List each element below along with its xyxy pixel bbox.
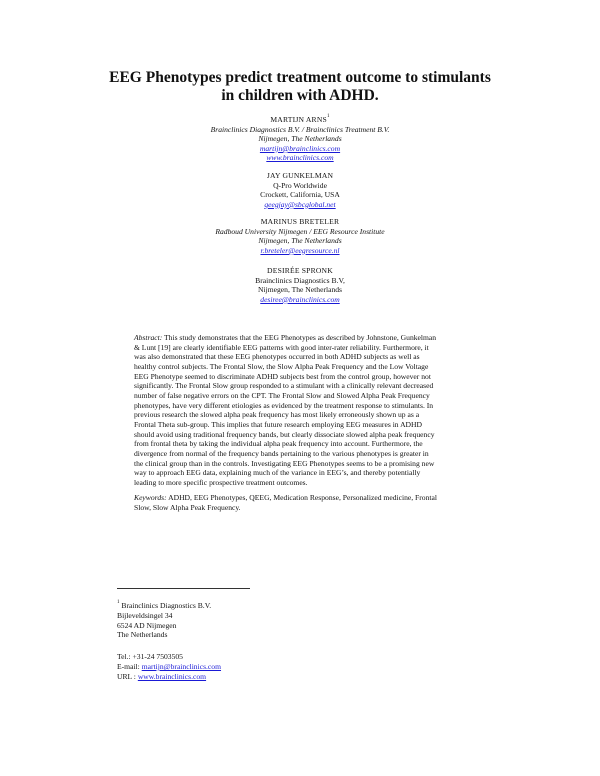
abstract-label: Abstract:: [134, 333, 163, 342]
author-block-breteler: [150, 217, 450, 255]
abstract-line: divergence from normal of the frequency bands pertaining to the various phenotypes is greater in: [134, 448, 429, 458]
abstract-line: phenotypes, have very different etiologies as evidenced by the treatment response to stimulants. In: [134, 400, 434, 410]
abstract-line: should avoid using traditional frequency bands, but clearly dissociate slowed alpha peak frequency: [134, 429, 435, 439]
author-name: JAY GUNKELMAN: [266, 171, 334, 180]
author-location: Nijmegen, The Netherlands: [258, 134, 342, 144]
author-block-arns: [150, 115, 450, 163]
footnote-email-link[interactable]: martijn@brainclinics.com: [141, 661, 222, 671]
author-footnote-marker: 1: [326, 114, 330, 120]
footnote-line: Brainclinics Diagnostics B.V.: [119, 601, 212, 610]
author-location: Nijmegen, The Netherlands: [258, 285, 342, 295]
title-line-2: in children with ADHD.: [221, 87, 379, 104]
footnote-separator: [117, 588, 250, 589]
author-name: DESIRÉE SPRONK: [267, 266, 333, 275]
author-location: Crockett, California, USA: [260, 190, 340, 200]
footnote-marker: 1: [117, 600, 120, 606]
abstract-line: This study demonstrates that the EEG Phenotypes as described by Johnstone, Gunkelman: [162, 333, 437, 342]
author-affiliation: Brainclinics Diagnostics B.V,: [255, 275, 345, 285]
author-website-link[interactable]: www.brainclinics.com: [266, 153, 334, 163]
footnote-url-label: URL :: [117, 671, 138, 681]
abstract-line: healthy control subjects. The Frontal Slow, the Slow Alpha Peak Frequency and the Low Voltage: [134, 361, 429, 371]
author-name: MARINUS BRETELER: [260, 217, 340, 226]
footnote: [117, 601, 417, 682]
footnote-email-label: E-mail:: [117, 661, 142, 671]
abstract-line: was also demonstrated that these EEG phenotypes occurred in both ADHD subjects as well as: [134, 352, 420, 362]
footnote-url-link[interactable]: www.brainclinics.com: [137, 671, 207, 681]
abstract-line: way to approach EEG data, explaining much of the variance in EEG’s, and thereby potentially: [134, 468, 421, 478]
footnote-line: Bijleveldsingel 34: [117, 610, 173, 620]
author-email-link[interactable]: qeegjay@sbcglobal.net: [264, 199, 336, 209]
footnote-line: 6524 AD Nijmegen: [117, 620, 177, 630]
paper-title: [60, 69, 540, 105]
author-affiliation: Radboud University Nijmegen / EEG Resource Institute: [215, 226, 385, 236]
author-email-link[interactable]: desiree@brainclinics.com: [260, 294, 340, 304]
author-email-link[interactable]: r.breteler@eegresource.nl: [260, 245, 340, 255]
abstract-line: Frontal Theta sub-group. This implies that future research employing EEG measures in ADHD: [134, 419, 423, 429]
abstract-line: previous research the slowed alpha peak frequency has most likely erroneously shown up as a: [134, 410, 420, 420]
abstract-line: & Lunt [19] are clearly identifiable EEG patterns with good inter-rater reliability. Furthermore, it: [134, 342, 429, 352]
keywords-label: Keywords:: [134, 493, 167, 502]
keywords-line: ADHD, EEG Phenotypes, QEEG, Medication Response, Personalized medicine, Frontal: [166, 493, 437, 502]
title-line-1: EEG Phenotypes predict treatment outcome to stimulants: [109, 69, 491, 86]
author-block-gunkelman: [150, 171, 450, 209]
author-email-link[interactable]: martijn@brainclinics.com: [259, 143, 341, 153]
author-location: Nijmegen, The Netherlands: [258, 236, 342, 246]
abstract-line: EEG Phenotype seemed to discriminate ADHD subjects best from the control group, however not: [134, 371, 431, 381]
footnote-line: The Netherlands: [117, 630, 168, 640]
keywords-line: Slow, Slow Alpha Peak Frequency.: [134, 502, 241, 512]
keywords: [134, 493, 466, 512]
author-affiliation: Brainclinics Diagnostics B.V. / Brainclinics Treatment B.V.: [210, 124, 390, 134]
abstract-line: significantly. The Frontal Slow group responded to a stimulant with a clinically relevant decreased: [134, 381, 434, 391]
author-affiliation: Q-Pro Worldwide: [273, 180, 327, 190]
abstract-line: from frontal theta by taking the individual alpha peak frequency into account. Furthermore, the: [134, 439, 423, 449]
abstract: [134, 333, 466, 488]
abstract-line: leading to more specific prospective treatment outcomes.: [134, 477, 308, 487]
abstract-line: the clinical group than in the controls. Investigating EEG Phenotypes seems to be a promising new: [134, 458, 435, 468]
footnote-telephone: Tel.: +31-24 7503505: [117, 652, 183, 662]
author-name: MARTIJN ARNS$^1$: [270, 114, 330, 124]
author-block-spronk: [150, 266, 450, 304]
abstract-line: number of false negative errors on the CPT. The Frontal Slow and Slowed Alpha Peak Frequency: [134, 390, 430, 400]
